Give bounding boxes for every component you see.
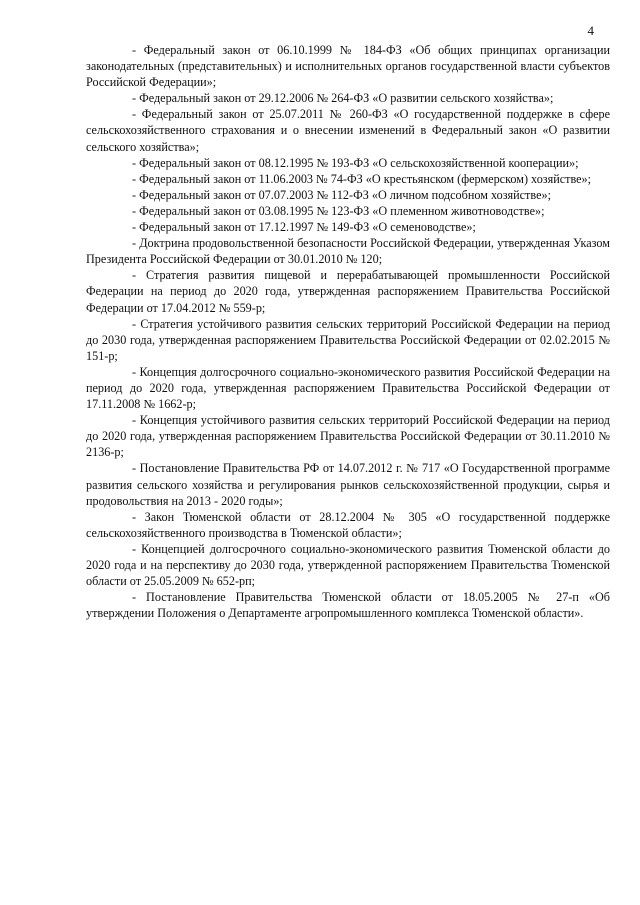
list-item: - Постановление Правительства Тюменской области от 18.05.2005 № 27-п «Об утверждении Положения о Департаменте агропромышленного комплекса Тюменской области». bbox=[86, 590, 610, 621]
list-item: - Постановление Правительства РФ от 14.07.2012 г. № 717 «О Государственной программе развития сельского хозяйства и регулирования рынков сельскохозяйственной продукции, сырья и продовольствия на 2013 - 2020 годы»; bbox=[86, 461, 610, 508]
list-item: - Федеральный закон от 25.07.2011 № 260-ФЗ «О государственной поддержке в сфере сельскохозяйственного страхования и о внесении изменений в Федеральный закон «О развитии сельского хозяйства»; bbox=[86, 107, 610, 154]
list-item: - Стратегия развития пищевой и перерабатывающей промышленности Российской Федерации на период до 2020 года, утвержденная распоряжением Правительства Российской Федерации от 17.04.2012 № 559-р; bbox=[86, 268, 610, 315]
list-item: - Федеральный закон от 29.12.2006 № 264-ФЗ «О развитии сельского хозяйства»; bbox=[132, 91, 554, 106]
list-item: - Федеральный закон от 06.10.1999 № 184-ФЗ «Об общих принципах организации законодательных (представительных) и исполнительных органов государственной власти субъектов Российской Федерации»; bbox=[86, 43, 610, 90]
page-number: 4 bbox=[587, 23, 594, 38]
list-item: - Федеральный закон от 07.07.2003 № 112-ФЗ «О личном подсобном хозяйстве»; bbox=[132, 187, 551, 202]
list-item: - Стратегия устойчивого развития сельских территорий Российской Федерации на период до 2030 года, утвержденная распоряжением Правительства Российской Федерации от 02.02.2015 № 151-р; bbox=[86, 316, 610, 363]
list-item: - Федеральный закон от 17.12.1997 № 149-ФЗ «О семеноводстве»; bbox=[132, 220, 476, 235]
list-item: - Доктрина продовольственной безопасности Российской Федерации, утвержденная Указом Президента Российской Федерации от 30.01.2010 № 120; bbox=[86, 236, 610, 267]
list-item: - Концепцией долгосрочного социально-экономического развития Тюменской области до 2020 года и на перспективу до 2030 года, утвержденной распоряжением Правительства Тюменской области от 25.05.2009 № 652-рп; bbox=[86, 541, 610, 589]
list-item: - Концепция устойчивого развития сельских территорий Российской Федерации на период до 2020 года, утвержденная распоряжением Правительства Российской Федерации от 30.11.2010 № 2136-р; bbox=[86, 413, 610, 460]
legal-basis-list bbox=[86, 42, 610, 621]
list-item: - Концепция долгосрочного социально-экономического развития Российской Федерации на период до 2020 года, утвержденная распоряжением Правительства Российской Федерации от 17.11.2008 № 1662-р; bbox=[86, 364, 610, 412]
list-item: - Федеральный закон от 03.08.1995 № 123-ФЗ «О племенном животноводстве»; bbox=[132, 203, 545, 218]
list-item: - Федеральный закон от 11.06.2003 № 74-ФЗ «О крестьянском (фермерском) хозяйстве»; bbox=[132, 171, 592, 186]
list-item: - Закон Тюменской области от 28.12.2004 № 305 «О государственной поддержке сельскохозяйственного производства в Тюменской области»; bbox=[86, 509, 610, 540]
list-item: - Федеральный закон от 08.12.1995 № 193-ФЗ «О сельскохозяйственной кооперации»; bbox=[132, 155, 579, 170]
